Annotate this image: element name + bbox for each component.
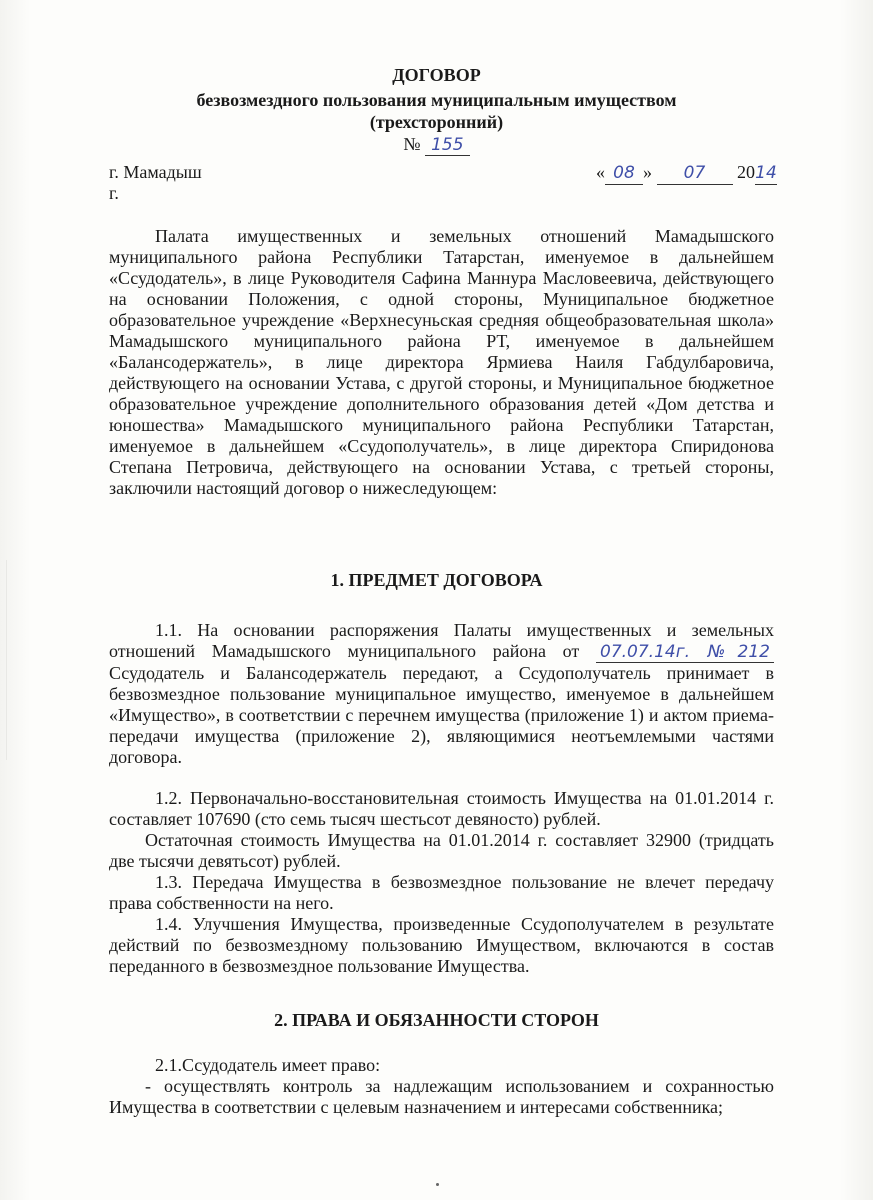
date-close-quote: » [643,162,652,182]
clause-1-4: 1.4. Улучшения Имущества, произведенные Ссудополучателем в результате действий по безвозмездному пользованию Имуществом, включаются в состав переданного в безвозмездное пользование Имущества. [109,914,774,976]
contract-number [0,134,873,156]
date-year-suffix: 14 [755,163,777,183]
intro-paragraph: Палата имущественных и земельных отношений Мамадышского муниципального района Республики Татарстан, именуемое в дальнейшем «Ссудодатель», в лице Руководителя Сафина Маннура Масловеевича, действующего на основании Положения, с одной стороны, Муниципальное бюджетное образовательное учреждение «Верхнесуньская средняя общеобразовательная школа» Мамадышского муниципального района РТ, именуемое в дальнейшем «Балансодержатель», в лице директора Ярмиева Наиля Габдулбаровича, действующего на основании Устава, с другой стороны, и Муниципальное бюджетное образовательное учреждение дополнительного образования детей «Дом детства и юношества» Мамадышского муниципального района Республики Татарстан, именуемое в дальнейшем «Ссудополучатель», в лице директора Спиридонова Степана Петровича, действующего на основании Устава, с третьей стороны, заключили настоящий договор о нижеследующем: [109,226,774,498]
date-year-prefix: 20 [737,162,755,182]
document-subtitle: безвозмездного пользования муниципальным имуществом [196,90,677,110]
clause-1-3: 1.3. Передача Имущества в безвозмездное пользование не влечет передачу права собственности на него. [109,872,774,913]
city: г. Мамадыш [109,162,202,182]
number-prefix: № [403,134,421,154]
clause-2-1-a: - осуществлять контроль за надлежащим использованием и сохранностью Имущества в соответствии с целевым назначением и интересами собственника; [109,1076,774,1117]
document-title: ДОГОВОР [392,65,481,85]
date-open-quote: « [596,162,605,182]
clause-1-2: 1.2. Первоначально-восстановительная стоимость Имущества на 01.01.2014 г. составляет 107690 (сто семь тысяч шестьсот девяносто) рублей. [109,788,774,829]
section-2-title: 2. ПРАВА И ОБЯЗАННОСТИ СТОРОН [274,1010,599,1030]
contract-date [596,162,777,185]
clause-1-1-text-a: 1.1. На основании распоряжения Палаты имущественных и земельных отношений Мамадышского муниципального района от [109,620,774,661]
clause-1-1 [109,620,774,768]
handwritten-order-ref: 07.07.14г. №212 [596,642,774,663]
scan-dot [436,1183,439,1186]
city-suffix: г. [109,183,119,203]
handwritten-number: 155 [425,135,469,156]
document-kind: (трехсторонний) [369,112,504,132]
date-month: 07 [657,163,733,185]
clause-1-2-residual: Остаточная стоимость Имущества на 01.01.2014 г. составляет 32900 (тридцать две тысячи девятьсот) рублей. [109,830,774,871]
section-1-title: 1. ПРЕДМЕТ ДОГОВОРА [330,570,543,590]
date-day: 08 [605,163,643,185]
clause-2-1: 2.1.Ссудодатель имеет право: [155,1055,381,1075]
clause-1-1-text-b: Ссудодатель и Балансодержатель передают, а Ссудополучатель принимает в безвозмездное пользование муниципальное имущество, именуемое в дальнейшем «Имущество», в соответствии с перечнем имущества (приложение 1) и актом приема-передачи имущества (приложение 2), являющимися неотъемлемыми частями договора. [109,663,774,767]
